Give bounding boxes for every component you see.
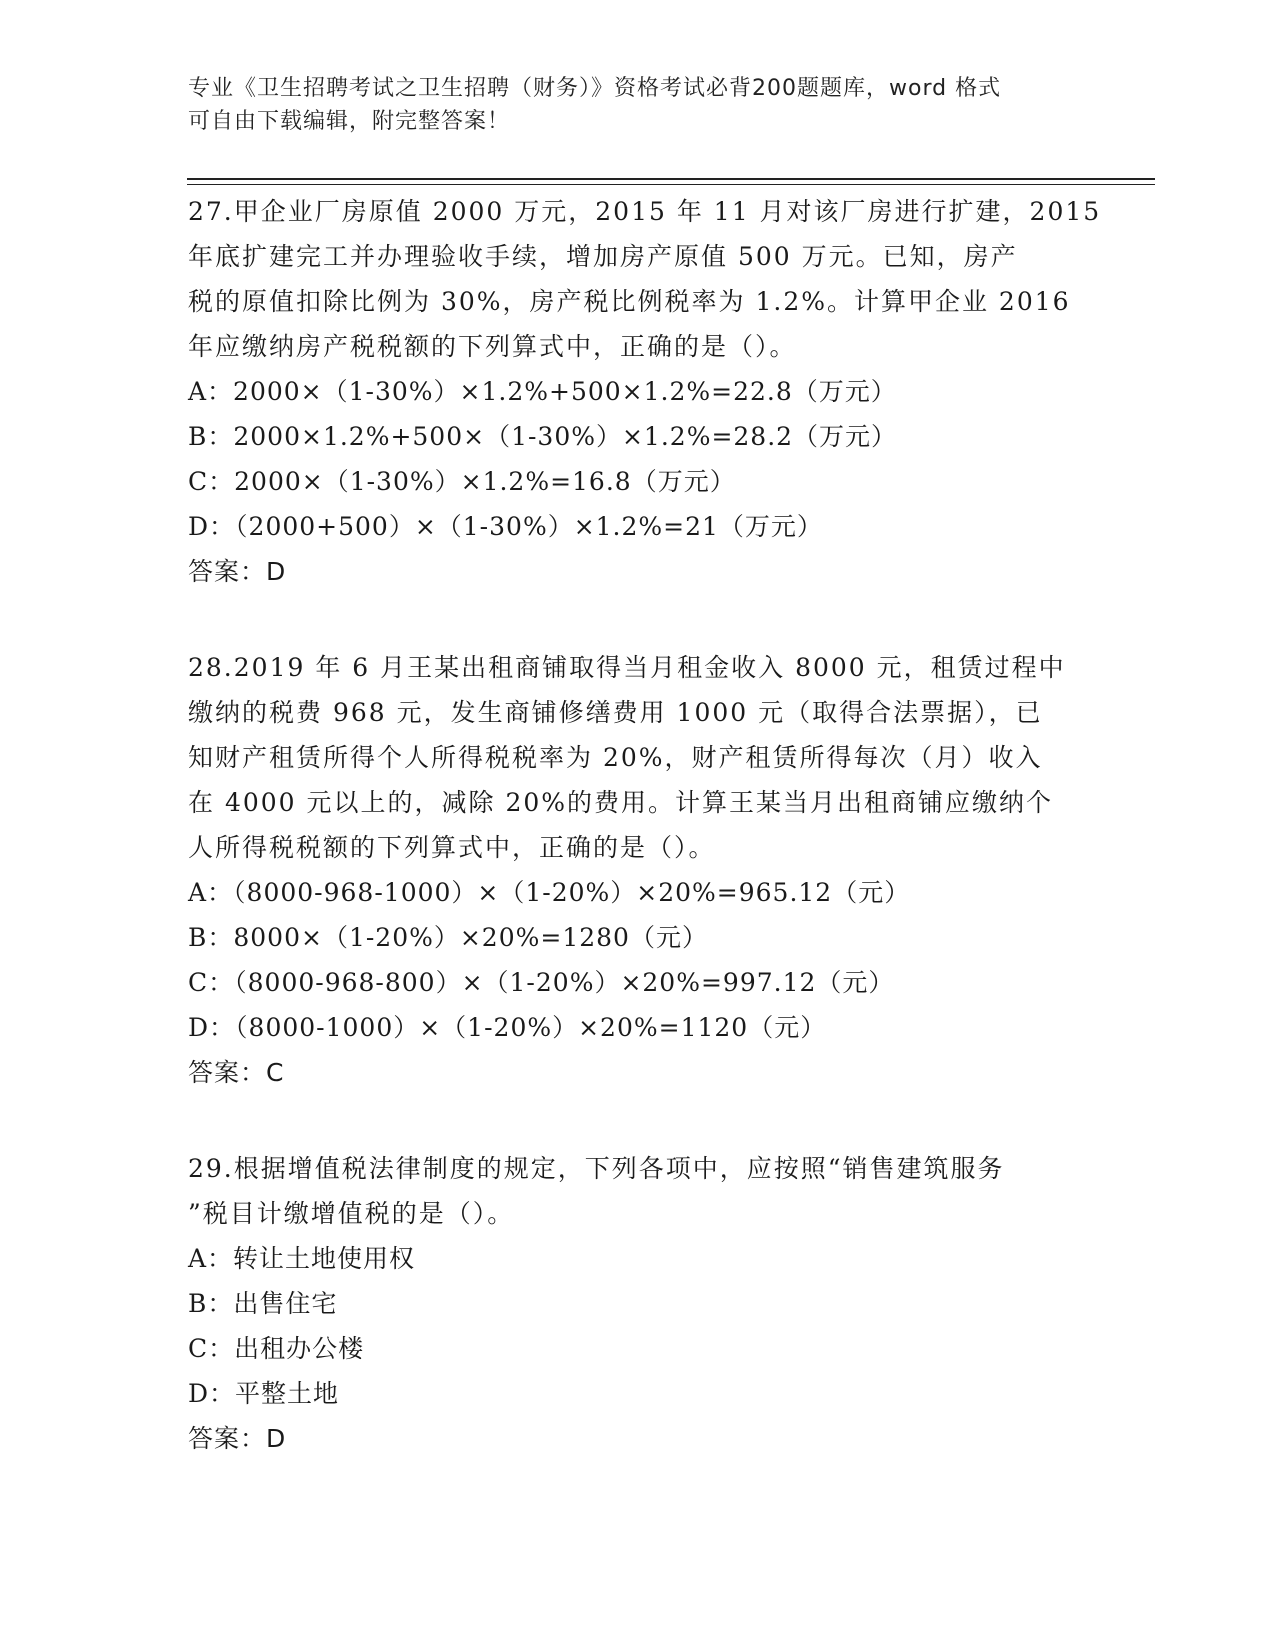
header-line-1: 专业《卫生招聘考试之卫生招聘（财务）》资格考试必背200题题库，word 格式 [188, 76, 1002, 101]
header-line-2: 可自由下载编辑，附完整答案！ [188, 109, 511, 134]
answer-line: 答案：D [188, 1424, 287, 1453]
answer-line: 答案：D [188, 557, 287, 586]
option-c: C：2000×（1-30%）×1.2%=16.8（万元） [188, 467, 736, 496]
question-text-line: 在 4000 元以上的，减除 20%的费用。计算王某当月出租商铺应缴纳个 [188, 788, 1054, 817]
option-c: C：出租办公楼 [188, 1334, 365, 1363]
question-28 [188, 645, 1088, 1095]
question-29 [188, 1146, 1088, 1461]
header-rule-thin [187, 184, 1155, 185]
option-d: D：（8000-1000）×（1-20%）×20%=1120（元） [188, 1013, 827, 1042]
question-text-line: 知财产租赁所得个人所得税税率为 20%，财产租赁所得每次（月）收入 [188, 743, 1043, 772]
option-b: B：2000×1.2%+500×（1-30%）×1.2%=28.2（万元） [188, 422, 898, 451]
question-text-line: 27.甲企业厂房原值 2000 万元，2015 年 11 月对该厂房进行扩建，2015 [188, 197, 1102, 226]
answer-line: 答案：C [188, 1058, 285, 1087]
option-b: B：出售住宅 [188, 1289, 338, 1318]
question-text-line: 税的原值扣除比例为 30%，房产税比例税率为 1.2%。计算甲企业 2016 [188, 287, 1071, 316]
question-text-line: 缴纳的税费 968 元，发生商铺修缮费用 1000 元（取得合法票据），已 [188, 698, 1043, 727]
option-a: A：转让土地使用权 [188, 1244, 416, 1273]
question-text-line: 29.根据增值税法律制度的规定，下列各项中，应按照“销售建筑服务 [188, 1154, 1005, 1183]
option-b: B：8000×（1-20%）×20%=1280（元） [188, 923, 708, 952]
option-d: D：平整土地 [188, 1379, 340, 1408]
question-text-line: 年底扩建完工并办理验收手续，增加房产原值 500 万元。已知，房产 [188, 242, 1018, 271]
question-text-line: ”税目计缴增值税的是（）。 [188, 1199, 515, 1228]
option-d: D：（2000+500）×（1-30%）×1.2%=21（万元） [188, 512, 823, 541]
option-c: C：（8000-968-800）×（1-20%）×20%=997.12（元） [188, 968, 895, 997]
document-header [188, 72, 1088, 138]
question-27 [188, 189, 1102, 594]
header-rule-thick [187, 178, 1155, 180]
question-text-line: 28.2019 年 6 月王某出租商铺取得当月租金收入 8000 元，租赁过程中 [188, 653, 1066, 682]
option-a: A：（8000-968-1000）×（1-20%）×20%=965.12（元） [188, 878, 911, 907]
question-text-line: 人所得税税额的下列算式中，正确的是（）。 [188, 833, 716, 862]
option-a: A：2000×（1-30%）×1.2%+500×1.2%=22.8（万元） [188, 377, 897, 406]
question-text-line: 年应缴纳房产税税额的下列算式中，正确的是（）。 [188, 332, 797, 361]
